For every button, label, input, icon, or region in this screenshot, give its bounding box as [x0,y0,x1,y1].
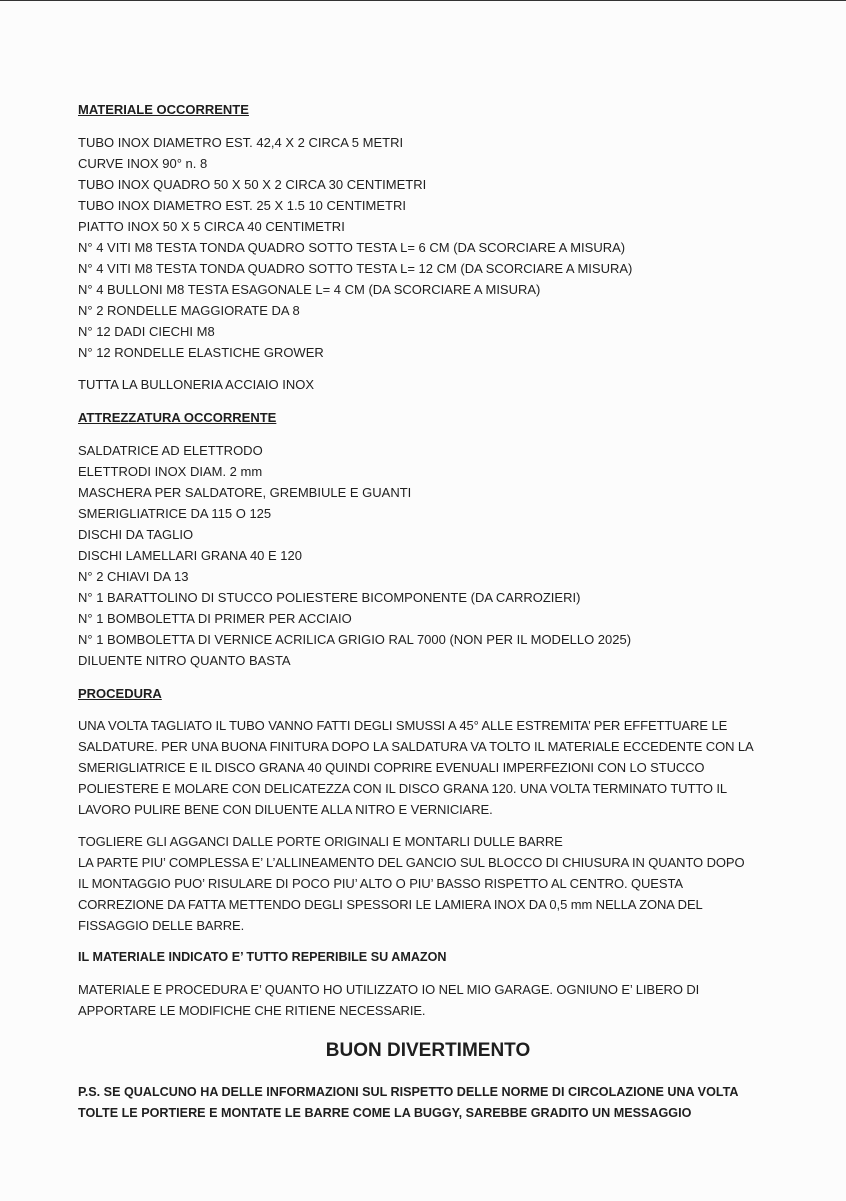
list-item: N° 1 BOMBOLETTA DI PRIMER PER ACCIAIO [78,611,352,626]
list-item: DISCHI LAMELLARI GRANA 40 E 120 [78,548,302,563]
list-item: PIATTO INOX 50 X 5 CIRCA 40 CENTIMETRI [78,219,345,234]
paragraph-line: CORREZIONE DA FATTA METTENDO DEGLI SPESSORI LE LAMIERA INOX DA 0,5 mm NELLA ZONA DEL [78,897,703,912]
tools-list [78,440,778,671]
list-item: MASCHERA PER SALDATORE, GREMBIULE E GUANTI [78,485,412,500]
list-item: DILUENTE NITRO QUANTO BASTA [78,653,291,668]
paragraph-line: MATERIALE E PROCEDURA E’ QUANTO HO UTILIZZATO IO NEL MIO GARAGE. OGNIUNO E’ LIBERO DI [78,982,700,997]
document-body [78,99,778,1124]
closing-title: BUON DIVERTIMENTO [325,1040,531,1061]
list-item: SMERIGLIATRICE DA 115 O 125 [78,506,272,521]
list-item: N° 2 CHIAVI DA 13 [78,569,189,584]
postscript-line: P.S. SE QUALCUNO HA DELLE INFORMAZIONI SUL RISPETTO DELLE NORME DI CIRCOLAZIONE UNA VOLTA [78,1085,739,1099]
paragraph-line: LA PARTE PIU’ COMPLESSA E’ L’ALLINEAMENTO DEL GANCIO SUL BLOCCO DI CHIUSURA IN QUANTO DOPO [78,855,745,870]
procedure-paragraph-3 [78,979,778,1021]
paragraph-line: POLIESTERE E MOLARE CON DELICATEZZA CON IL DISCO GRANA 120. UNA VOLTA TERMINATO TUTTO IL [78,781,728,796]
paragraph-line: SMERIGLIATRICE E IL DISCO GRANA 40 QUINDI COPRIRE EVENUALI IMPERFEZIONI CON LO STUCCO [78,760,705,775]
paragraph-line: SALDATURE. PER UNA BUONA FINITURA DOPO LA SALDATURA VA TOLTO IL MATERIALE ECCEDENTE CON LA [78,739,754,754]
postscript-line: TOLTE LE PORTIERE E MONTATE LE BARRE COME LA BUGGY, SAREBBE GRADITO UN MESSAGGIO [78,1106,692,1120]
list-item: N° 1 BOMBOLETTA DI VERNICE ACRILICA GRIGIO RAL 7000 (NON PER IL MODELLO 2025) [78,632,632,647]
postscript [78,1082,778,1124]
list-item: N° 2 RONDELLE MAGGIORATE DA 8 [78,303,300,318]
list-item: DISCHI DA TAGLIO [78,527,194,542]
list-item: N° 4 VITI M8 TESTA TONDA QUADRO SOTTO TESTA L= 6 CM (DA SCORCIARE A MISURA) [78,240,626,255]
paragraph-line: APPORTARE LE MODIFICHE CHE RITIENE NECESSARIE. [78,1003,426,1018]
bolts-note: TUTTA LA BULLONERIA ACCIAIO INOX [78,377,314,392]
list-item: N° 4 VITI M8 TESTA TONDA QUADRO SOTTO TESTA L= 12 CM (DA SCORCIARE A MISURA) [78,261,633,276]
materials-heading: MATERIALE OCCORRENTE [78,102,249,117]
materials-list [78,132,778,363]
amazon-note: IL MATERIALE INDICATO E’ TUTTO REPERIBILE SU AMAZON [78,950,447,964]
list-item: N° 12 DADI CIECHI M8 [78,324,215,339]
procedure-paragraph-1 [78,715,778,820]
list-item: N° 12 RONDELLE ELASTICHE GROWER [78,345,324,360]
list-item: TUBO INOX QUADRO 50 X 50 X 2 CIRCA 30 CENTIMETRI [78,177,427,192]
list-item: CURVE INOX 90° n. 8 [78,156,208,171]
procedure-heading: PROCEDURA [78,686,162,701]
paragraph-line: UNA VOLTA TAGLIATO IL TUBO VANNO FATTI DEGLI SMUSSI A 45° ALLE ESTREMITA’ PER EFFETTUARE LE [78,718,728,733]
procedure-paragraph-2 [78,831,778,936]
paragraph-line: TOGLIERE GLI AGGANCI DALLE PORTE ORIGINALI E MONTARLI DULLE BARRE [78,834,563,849]
paragraph-line: FISSAGGIO DELLE BARRE. [78,918,245,933]
tools-heading: ATTREZZATURA OCCORRENTE [78,410,277,425]
list-item: N° 4 BULLONI M8 TESTA ESAGONALE L= 4 CM (DA SCORCIARE A MISURA) [78,282,541,297]
list-item: TUBO INOX DIAMETRO EST. 25 X 1.5 10 CENTIMETRI [78,198,406,213]
list-item: SALDATRICE AD ELETTRODO [78,443,263,458]
list-item: ELETTRODI INOX DIAM. 2 mm [78,464,263,479]
list-item: N° 1 BARATTOLINO DI STUCCO POLIESTERE BICOMPONENTE (DA CARROZIERI) [78,590,581,605]
paragraph-line: LAVORO PULIRE BENE CON DILUENTE ALLA NITRO E VERNICIARE. [78,802,493,817]
list-item: TUBO INOX DIAMETRO EST. 42,4 X 2 CIRCA 5 METRI [78,135,404,150]
paragraph-line: IL MONTAGGIO PUO’ RISULARE DI POCO PIU’ ALTO O PIU’ BASSO RISPETTO AL CENTRO. QUESTA [78,876,683,891]
